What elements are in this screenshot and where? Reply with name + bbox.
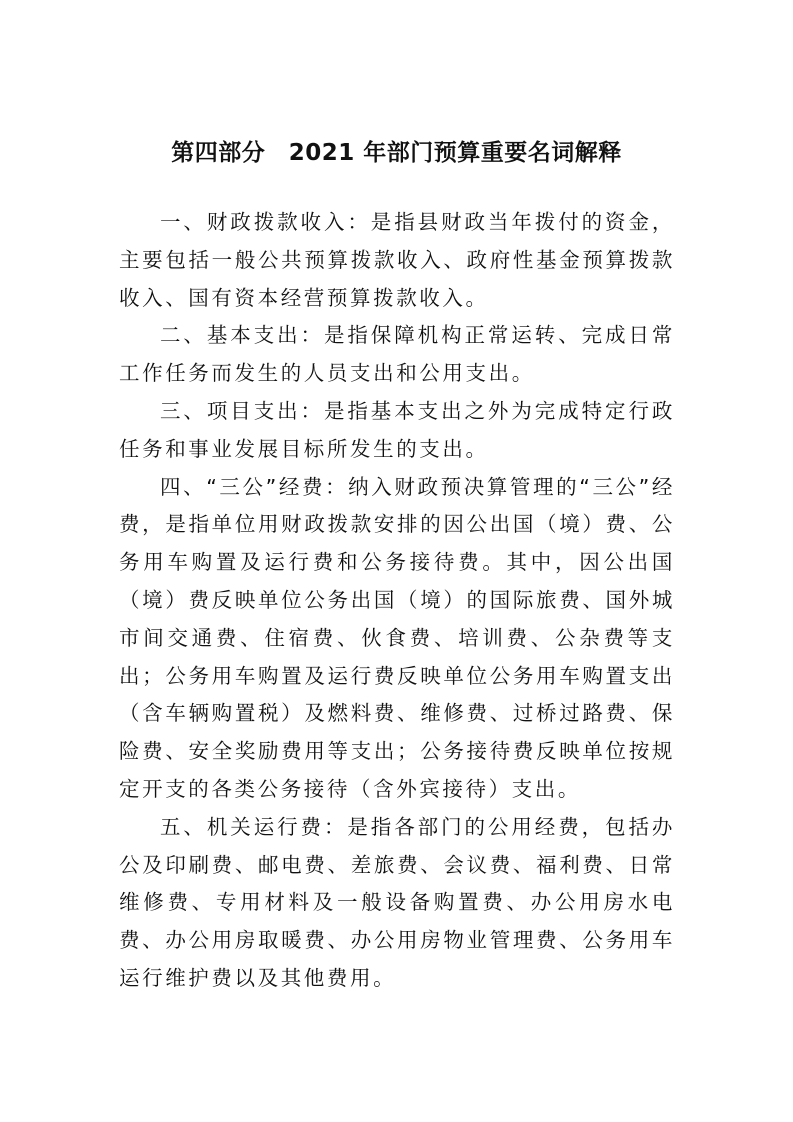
paragraph-agency-operating-expenses: 五、机关运行费：是指各部门的公用经费，包括办公及印刷费、邮电费、差旅费、会议费、福利费、日常维修费、专用材料及一般设备购置费、办公用房水电费、办公用房取暖费、办公用房物业管理费、公务用车运行维护费以及其他费用。 (119, 814, 675, 990)
document-body (119, 204, 675, 998)
page-title: 第四部分 2021 年部门预算重要名词解释 (171, 140, 622, 166)
paragraph-basic-expenditure: 二、基本支出：是指保障机构正常运转、完成日常工作任务而发生的人员支出和公用支出。 (119, 323, 675, 386)
paragraph-three-public-expenses: 四、“三公”经费：纳入财政预决算管理的“三公”经费，是指单位用财政拨款安排的因公出国（境）费、公务用车购置及运行费和公务接待费。其中，因公出国（境）费反映单位公务出国（境）的国际旅费、国外城市间交通费、住宿费、伙食费、培训费、公杂费等支出；公务用车购置及运行费反映单位公务用车购置支出（含车辆购置税）及燃料费、维修费、过桥过路费、保险费、安全奖励费用等支出；公务接待费反映单位按规定开支的各类公务接待（含外宾接待）支出。 (119, 474, 675, 801)
paragraph-fiscal-appropriation-income: 一、财政拨款收入：是指县财政当年拨付的资金，主要包括一般公共预算拨款收入、政府性基金预算拨款收入、国有资本经营预算拨款收入。 (119, 210, 675, 310)
paragraph-project-expenditure: 三、项目支出：是指基本支出之外为完成特定行政任务和事业发展目标所发生的支出。 (119, 398, 675, 461)
